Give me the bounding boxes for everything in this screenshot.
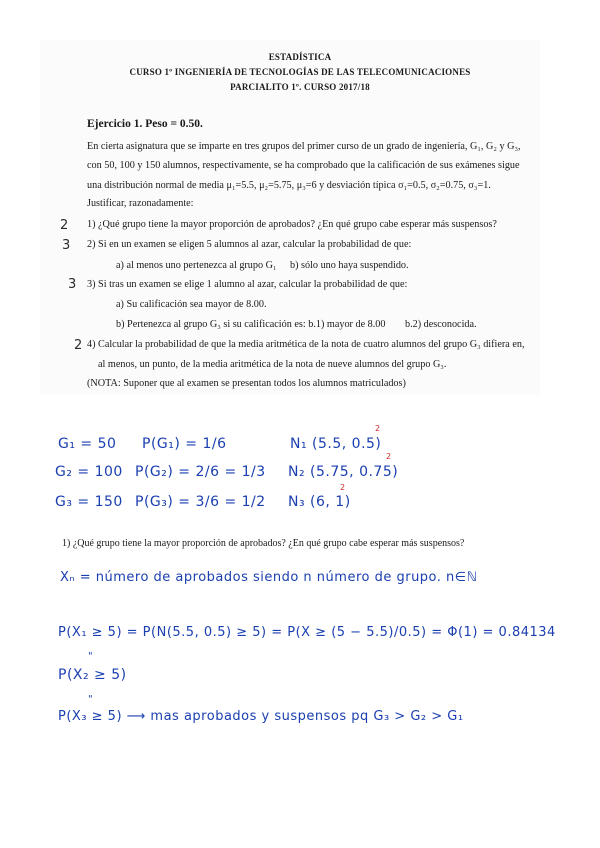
question-2b: b) sólo uno haya suspendido.: [290, 260, 409, 271]
margin-mark-2: 3: [62, 238, 71, 253]
hw-group2-prob: P(G₂) = 2/6 = 1/3: [135, 464, 266, 480]
intro-line-3: una distribución normal de media μ₁=5.5, μ₂=5.75, μ₃=6 y desviación típica σ₁=0.5, σ₂=0.75, σ₃=1.: [87, 180, 491, 191]
question-3: 3) Si tras un examen se elige 1 alumno al azar, calcular la probabilidad de que:: [87, 279, 408, 290]
question-1: 1) ¿Qué grupo tiene la mayor proporción de aprobados? ¿En qué grupo cabe esperar más suspensos?: [87, 219, 497, 230]
hw-group2-dist: N₂ (5.75, 0.75): [288, 464, 399, 480]
question-2a: a) al menos uno pertenezca al grupo G₁: [116, 260, 277, 271]
intro-line-2: con 50, 100 y 150 alumnos, respectivamente, se ha comprobado que la calificación de sus exámenes sigue: [87, 160, 520, 171]
printed-question-1-repeat: 1) ¿Qué grupo tiene la mayor proporción de aprobados? ¿En qué grupo cabe esperar más suspensos?: [62, 538, 465, 549]
hw-group1-prob: P(G₁) = 1/6: [142, 436, 227, 452]
hw-ditto-1: ": [88, 651, 94, 662]
hw-equation-1: P(X₁ ≥ 5) = P(N(5.5, 0.5) ≥ 5) = P(X ≥ (5 − 5.5)/0.5) = Φ(1) = 0.84134: [58, 625, 556, 640]
question-3b: b) Pertenezca al grupo G₃ si su calificación es: b.1) mayor de 8.00: [116, 319, 386, 330]
question-2: 2) Si en un examen se eligen 5 alumnos al azar, calcular la probabilidad de que:: [87, 239, 412, 250]
exercise-note: (NOTA: Suponer que al examen se presentan todos los alumnos matriculados): [87, 378, 406, 389]
hw-group3-size: G₃ = 150: [55, 494, 123, 510]
header-course: CURSO 1º INGENIERÍA DE TECNOLOGÍAS DE LAS TELECOMUNICACIONES: [129, 67, 471, 77]
margin-mark-4: 2: [74, 338, 83, 353]
intro-line-1: En cierta asignatura que se imparte en tres grupos del primer curso de un grado de ingeniería, G₁, G₂ y G₃,: [87, 141, 521, 152]
hw-equation-2: P(X₂ ≥ 5): [58, 667, 127, 683]
hw-ditto-2: ": [88, 694, 94, 705]
header-exam: PARCIALITO 1º. CURSO 2017/18: [230, 82, 370, 92]
hw-sup-mark-2: 2: [386, 452, 392, 461]
question-3a: a) Su calificación sea mayor de 8.00.: [116, 299, 267, 310]
hw-group1-dist: N₁ (5.5, 0.5): [290, 436, 382, 452]
hw-group1-size: G₁ = 50: [58, 436, 117, 452]
question-4-line-2: al menos, un punto, de la media aritmética de la nota de nueve alumnos del grupo G₃.: [98, 359, 447, 370]
hw-sup-mark-1: 2: [375, 424, 381, 433]
margin-mark-1: 2: [60, 218, 69, 233]
question-4-line-1: 4) Calcular la probabilidad de que la media aritmética de la nota de cuatro alumnos del grupo G₃ difiera en,: [87, 339, 525, 350]
hw-group2-size: G₂ = 100: [55, 464, 123, 480]
hw-group3-prob: P(G₃) = 3/6 = 1/2: [135, 494, 266, 510]
hw-definition: Xₙ = número de aprobados siendo n número de grupo. n∈ℕ: [60, 570, 478, 585]
question-3b2: b.2) desconocida.: [405, 319, 477, 330]
hw-equation-3: P(X₃ ≥ 5) ⟶ mas aprobados y suspensos pq G₃ > G₂ > G₁: [58, 709, 464, 724]
exercise-title: Ejercicio 1. Peso = 0.50.: [87, 118, 203, 130]
hw-group3-dist: N₃ (6, 1): [288, 494, 351, 510]
intro-line-4: Justificar, razonadamente:: [87, 198, 194, 209]
hw-sup-mark-3: 2: [340, 483, 346, 492]
header-subject: ESTADÍSTICA: [268, 52, 332, 62]
margin-mark-3: 3: [68, 277, 77, 292]
